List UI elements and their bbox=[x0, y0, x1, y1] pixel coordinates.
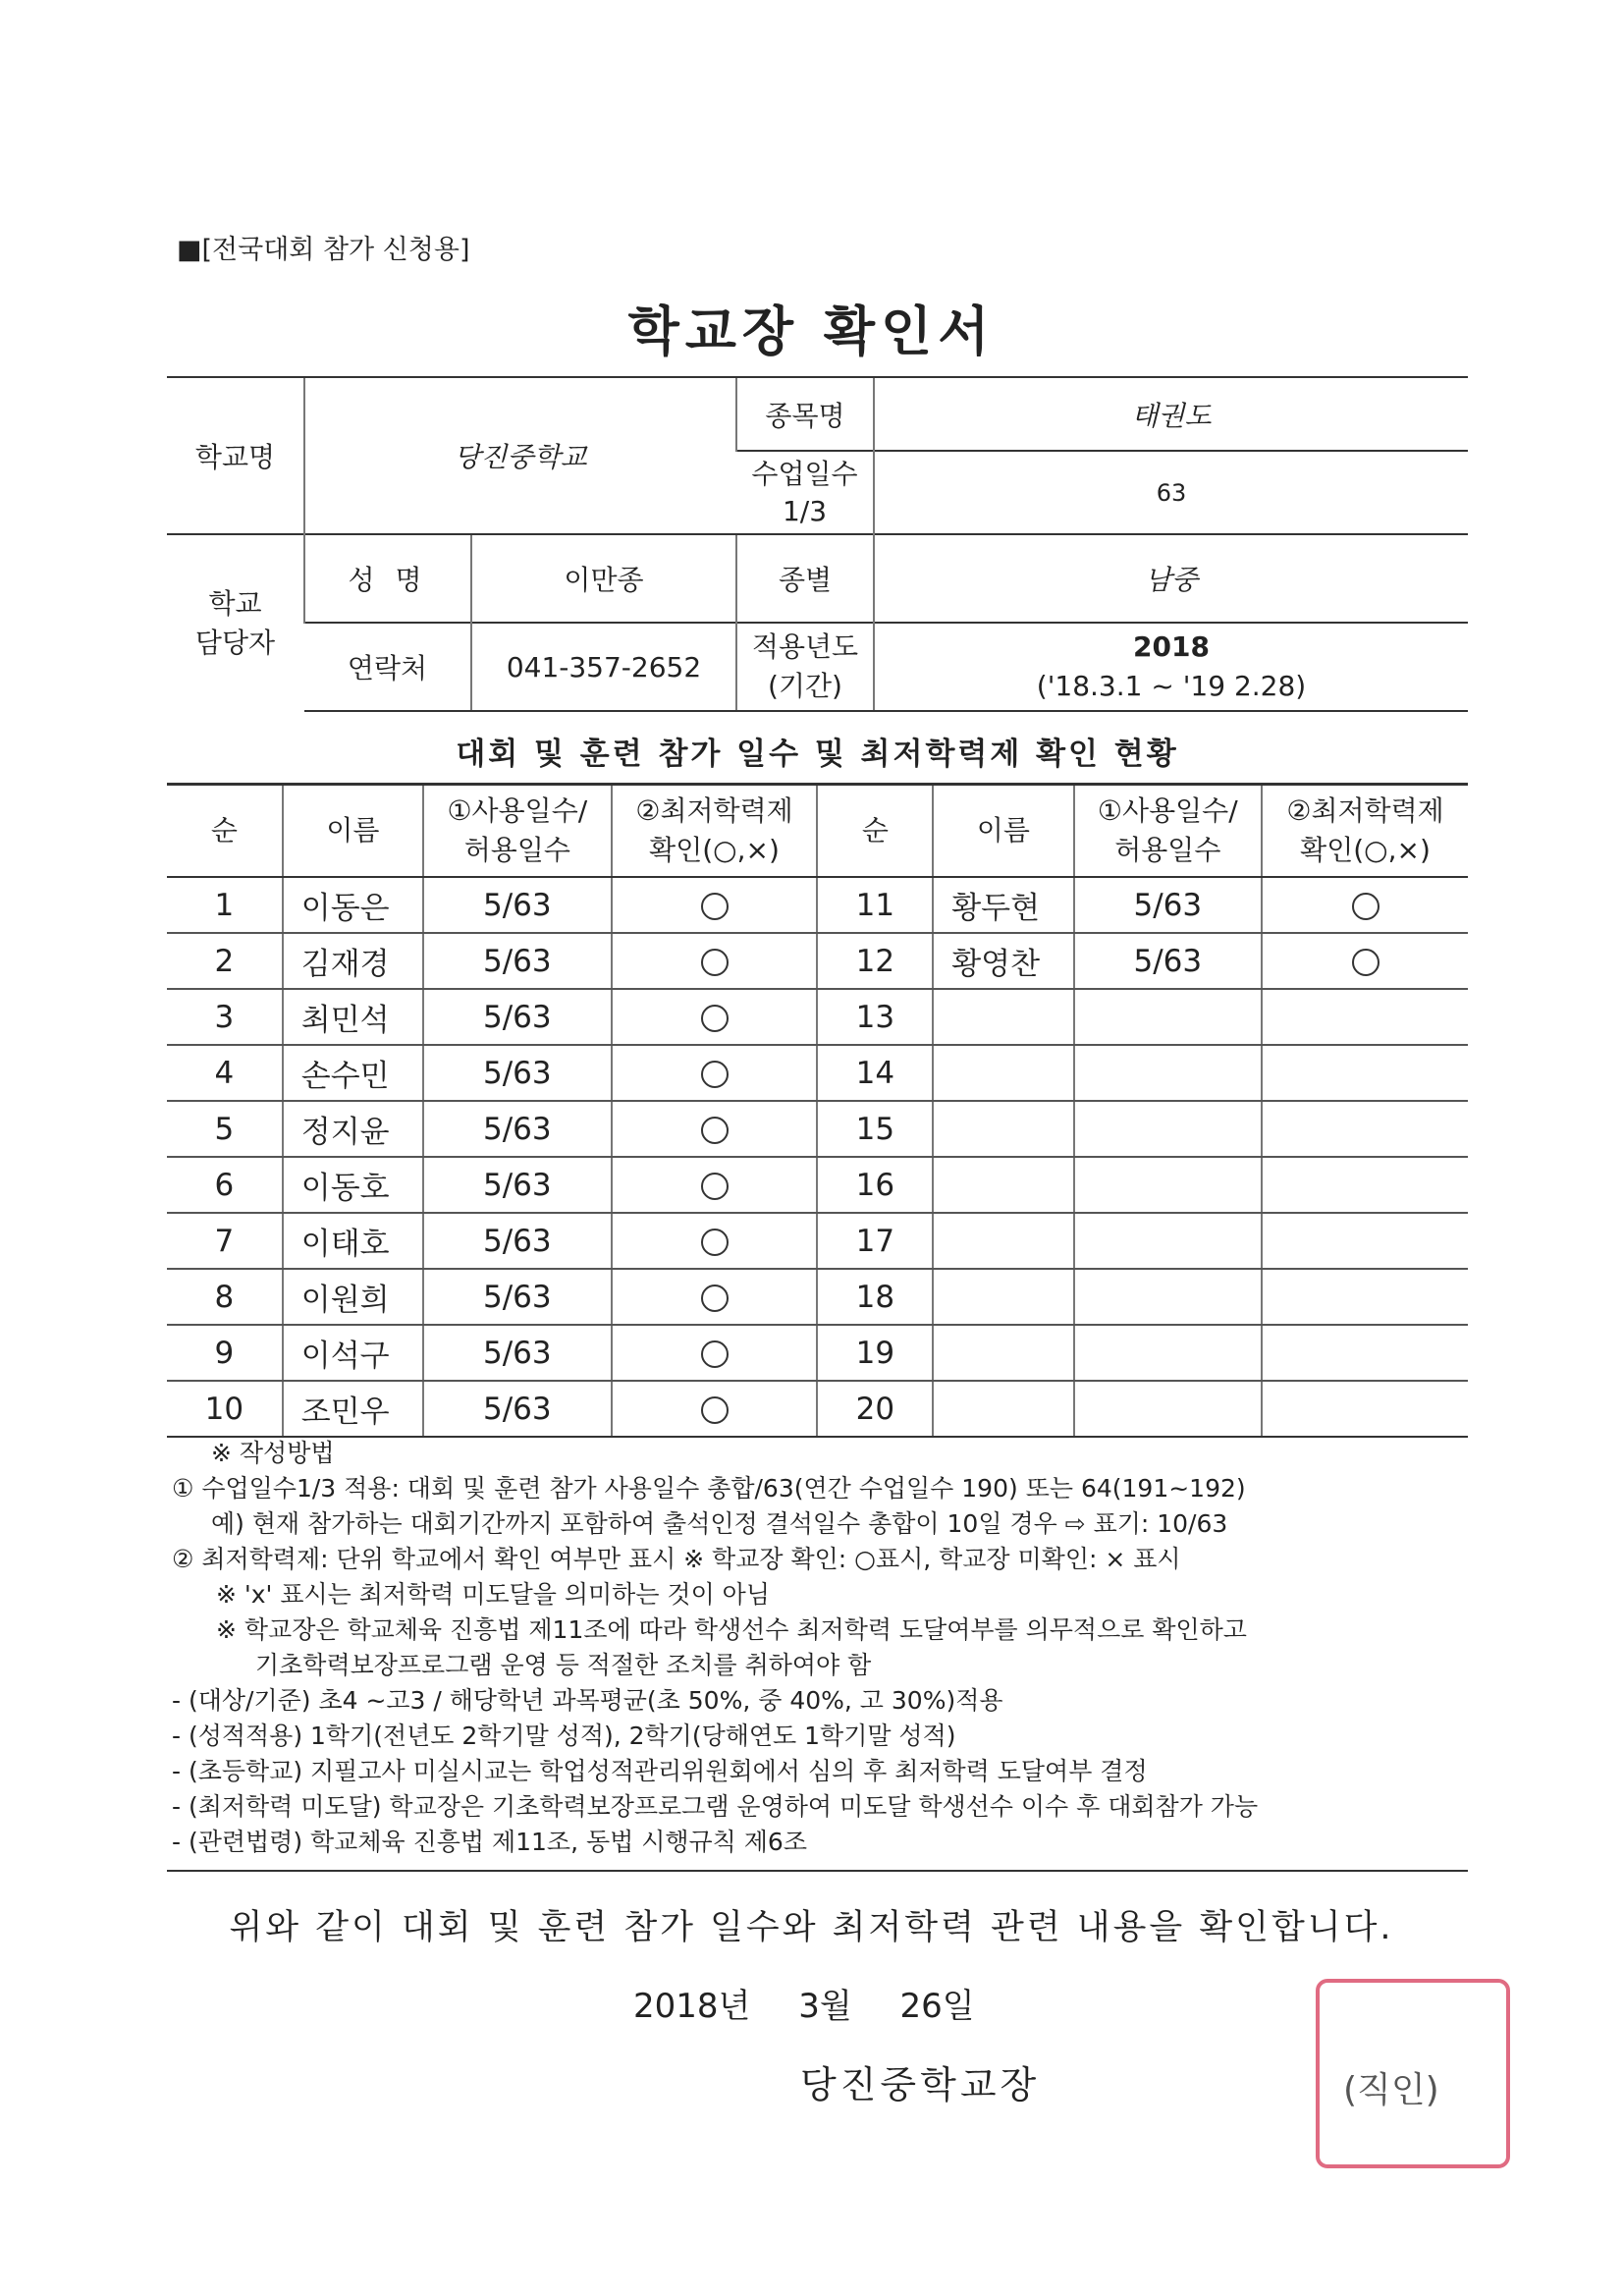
table-header-row bbox=[167, 785, 1468, 878]
cell-days bbox=[1074, 1213, 1262, 1269]
cell-no: 8 bbox=[167, 1269, 283, 1325]
cell-check bbox=[612, 1325, 818, 1381]
cell-no: 4 bbox=[167, 1045, 283, 1101]
circle-mark-icon bbox=[701, 1061, 729, 1088]
col-header-check-2: 확인(○,×) bbox=[1300, 834, 1431, 866]
date-month: 3월 bbox=[798, 1987, 852, 2026]
note-line: - (성적적용) 1학기(전년도 2학기말 성적), 2학기(당해연도 1학기말 성적) bbox=[172, 1722, 956, 1750]
cell-days: 5/63 bbox=[423, 877, 611, 933]
note-line: - (초등학교) 지필고사 미실시교는 학업성적관리위원회에서 심의 후 최저학력 도달여부 결정 bbox=[172, 1757, 1148, 1785]
confirmation-statement: 위와 같이 대회 및 훈련 참가 일수와 최저학력 관련 내용을 확인합니다. bbox=[229, 1908, 1394, 1947]
col-header-days bbox=[1074, 785, 1262, 878]
col-header-check-1: ②최저학력제 bbox=[635, 794, 793, 827]
cell-days bbox=[1074, 1157, 1262, 1213]
cell-no: 17 bbox=[817, 1213, 933, 1269]
circle-mark-icon bbox=[701, 1173, 729, 1200]
cell-check bbox=[1262, 1101, 1468, 1157]
school-name-label: 학교명 bbox=[167, 377, 304, 534]
col-header-no: 순 bbox=[817, 785, 933, 878]
school-name-value: 당진중학교 bbox=[304, 377, 736, 534]
cell-name bbox=[933, 1101, 1073, 1157]
table-row bbox=[167, 1101, 1468, 1157]
cell-no: 20 bbox=[817, 1381, 933, 1437]
cell-days: 5/63 bbox=[423, 1045, 611, 1101]
col-header-no: 순 bbox=[167, 785, 283, 878]
class-days-label-2: 1/3 bbox=[782, 494, 828, 527]
year-label-2: (기간) bbox=[768, 670, 842, 702]
cell-name: 황영찬 bbox=[933, 933, 1073, 989]
cell-days: 5/63 bbox=[423, 1157, 611, 1213]
cell-days bbox=[1074, 1269, 1262, 1325]
sport-label: 종목명 bbox=[736, 377, 874, 451]
note-line: - (최저학력 미도달) 학교장은 기초학력보장프로그램 운영하여 미도달 학생선수 이수 후 대회참가 가능 bbox=[172, 1792, 1259, 1821]
seal-label: (직인) bbox=[1343, 2070, 1439, 2110]
cell-days bbox=[1074, 1325, 1262, 1381]
issue-date bbox=[633, 1979, 975, 2027]
col-header-name: 이름 bbox=[933, 785, 1073, 878]
year-period: ('18.3.1 ~ '19 2.28) bbox=[1036, 670, 1307, 702]
writing-instructions bbox=[172, 1436, 1468, 1860]
manager-name-label: 성 명 bbox=[304, 534, 471, 623]
cell-no: 19 bbox=[817, 1325, 933, 1381]
col-header-days bbox=[423, 785, 611, 878]
note-line: ※ 학교장은 학교체육 진흥법 제11조에 따라 학생선수 최저학력 도달여부를 의무적으로 확인하고 bbox=[216, 1615, 1247, 1644]
cell-no: 14 bbox=[817, 1045, 933, 1101]
col-header-check-2: 확인(○,×) bbox=[649, 834, 780, 866]
cell-name: 황두현 bbox=[933, 877, 1073, 933]
manager-label-2: 담당자 bbox=[194, 626, 276, 659]
circle-mark-icon bbox=[701, 1285, 729, 1312]
note-line: ② 최저학력제: 단위 학교에서 확인 여부만 표시 ※ 학교장 확인: ○표시, 학교장 미확인: × 표시 bbox=[172, 1545, 1181, 1573]
table-row bbox=[167, 877, 1468, 933]
table-row bbox=[167, 1157, 1468, 1213]
cell-no: 3 bbox=[167, 989, 283, 1045]
cell-no: 5 bbox=[167, 1101, 283, 1157]
cell-no: 16 bbox=[817, 1157, 933, 1213]
document-title: 학교장 확인서 bbox=[627, 301, 996, 362]
cell-no: 11 bbox=[817, 877, 933, 933]
contact-label: 연락처 bbox=[304, 623, 471, 711]
class-days-label-1: 수업일수 bbox=[751, 457, 858, 490]
col-header-check bbox=[1262, 785, 1468, 878]
col-header-days-2: 허용일수 bbox=[1114, 834, 1221, 866]
table-row bbox=[167, 1213, 1468, 1269]
cell-days: 5/63 bbox=[1074, 933, 1262, 989]
cell-name: 이동호 bbox=[283, 1157, 423, 1213]
cell-check bbox=[1262, 989, 1468, 1045]
manager-label bbox=[167, 534, 304, 711]
col-header-check-1: ②최저학력제 bbox=[1286, 794, 1444, 827]
cell-check bbox=[612, 1101, 818, 1157]
cell-check bbox=[1262, 1325, 1468, 1381]
circle-mark-icon bbox=[701, 1396, 729, 1424]
cell-check bbox=[612, 989, 818, 1045]
cell-days: 5/63 bbox=[423, 1381, 611, 1437]
sport-value: 태권도 bbox=[874, 377, 1468, 451]
note-line: - (관련법령) 학교체육 진흥법 제11조, 동법 시행규칙 제6조 bbox=[172, 1828, 807, 1856]
cell-days: 5/63 bbox=[423, 1269, 611, 1325]
date-day: 26일 bbox=[899, 1987, 975, 2026]
gender-label: 종별 bbox=[736, 534, 874, 623]
col-header-name: 이름 bbox=[283, 785, 423, 878]
year-label bbox=[736, 623, 874, 711]
cell-check bbox=[1262, 877, 1468, 933]
circle-mark-icon bbox=[701, 1005, 729, 1032]
cell-check bbox=[1262, 1213, 1468, 1269]
cell-check bbox=[1262, 1269, 1468, 1325]
cell-name: 이원희 bbox=[283, 1269, 423, 1325]
year-number: 2018 bbox=[1133, 630, 1210, 663]
cell-name: 김재경 bbox=[283, 933, 423, 989]
cell-name: 최민석 bbox=[283, 989, 423, 1045]
cell-days bbox=[1074, 1381, 1262, 1437]
cell-check bbox=[612, 877, 818, 933]
note-line: 기초학력보장프로그램 운영 등 적절한 조치를 취하여야 함 bbox=[255, 1651, 872, 1679]
circle-mark-icon bbox=[701, 1229, 729, 1256]
note-line: ① 수업일수1/3 적용: 대회 및 훈련 참가 사용일수 총합/63(연간 수업일수 190) 또는 64(191~192) bbox=[172, 1474, 1246, 1503]
date-year: 2018년 bbox=[633, 1987, 751, 2026]
table-row bbox=[167, 1381, 1468, 1437]
contact-value: 041-357-2652 bbox=[471, 623, 736, 711]
class-days-value: 63 bbox=[874, 451, 1468, 534]
cell-name: 이태호 bbox=[283, 1213, 423, 1269]
cell-check bbox=[612, 1213, 818, 1269]
cell-name bbox=[933, 1381, 1073, 1437]
table-row bbox=[167, 933, 1468, 989]
cell-name bbox=[933, 989, 1073, 1045]
school-info-table bbox=[167, 376, 1468, 712]
gender-value: 남중 bbox=[874, 534, 1468, 623]
cell-days bbox=[1074, 1101, 1262, 1157]
cell-days bbox=[1074, 1045, 1262, 1101]
cell-check bbox=[1262, 1381, 1468, 1437]
table-row bbox=[167, 1325, 1468, 1381]
table-row bbox=[167, 1045, 1468, 1101]
cell-days: 5/63 bbox=[423, 1101, 611, 1157]
cell-days: 5/63 bbox=[1074, 877, 1262, 933]
status-section-title: 대회 및 훈련 참가 일수 및 최저학력제 확인 현황 bbox=[456, 737, 1179, 772]
cell-name bbox=[933, 1157, 1073, 1213]
circle-mark-icon bbox=[1352, 893, 1380, 920]
cell-days: 5/63 bbox=[423, 933, 611, 989]
cell-check bbox=[612, 933, 818, 989]
signer-name: 당진중학교장 bbox=[800, 2063, 1041, 2106]
cell-no: 12 bbox=[817, 933, 933, 989]
cell-name: 손수민 bbox=[283, 1045, 423, 1101]
divider bbox=[167, 1870, 1468, 1872]
cell-no: 13 bbox=[817, 989, 933, 1045]
circle-mark-icon bbox=[1352, 949, 1380, 976]
table-row bbox=[167, 989, 1468, 1045]
cell-check bbox=[612, 1269, 818, 1325]
cell-name: 이동은 bbox=[283, 877, 423, 933]
cell-check bbox=[1262, 1045, 1468, 1101]
cell-check bbox=[1262, 933, 1468, 989]
cell-name bbox=[933, 1213, 1073, 1269]
note-line: - (대상/기준) 초4 ~고3 / 해당학년 과목평균(초 50%, 중 40%, 고 30%)적용 bbox=[172, 1686, 1003, 1715]
year-label-1: 적용년도 bbox=[751, 630, 859, 663]
cell-name bbox=[933, 1325, 1073, 1381]
cell-days bbox=[1074, 989, 1262, 1045]
participation-table bbox=[167, 783, 1468, 1438]
cell-name: 이석구 bbox=[283, 1325, 423, 1381]
col-header-days-1: ①사용일수/ bbox=[447, 794, 588, 827]
class-days-label bbox=[736, 451, 874, 534]
cell-no: 9 bbox=[167, 1325, 283, 1381]
note-line: ※ 'x' 표시는 최저학력 미도달을 의미하는 것이 아님 bbox=[216, 1580, 770, 1609]
cell-check bbox=[612, 1381, 818, 1437]
note-line: 예) 현재 참가하는 대회기간까지 포함하여 출석인정 결석일수 총합이 10일 경우 ⇨ 표기: 10/63 bbox=[211, 1509, 1228, 1538]
circle-mark-icon bbox=[701, 893, 729, 920]
col-header-days-1: ①사용일수/ bbox=[1097, 794, 1238, 827]
circle-mark-icon bbox=[701, 1340, 729, 1368]
cell-days: 5/63 bbox=[423, 1213, 611, 1269]
year-value bbox=[874, 623, 1468, 711]
col-header-days-2: 허용일수 bbox=[463, 834, 570, 866]
col-header-check bbox=[612, 785, 818, 878]
circle-mark-icon bbox=[701, 949, 729, 976]
cell-check bbox=[1262, 1157, 1468, 1213]
cell-name: 정지윤 bbox=[283, 1101, 423, 1157]
form-type-label: ■[전국대회 참가 신청용] bbox=[177, 235, 470, 265]
cell-no: 15 bbox=[817, 1101, 933, 1157]
cell-name: 조민우 bbox=[283, 1381, 423, 1437]
manager-label-1: 학교 bbox=[208, 586, 262, 620]
cell-check bbox=[612, 1157, 818, 1213]
cell-no: 2 bbox=[167, 933, 283, 989]
cell-name bbox=[933, 1269, 1073, 1325]
cell-name bbox=[933, 1045, 1073, 1101]
cell-days: 5/63 bbox=[423, 989, 611, 1045]
manager-name-value: 이만종 bbox=[471, 534, 736, 623]
cell-days: 5/63 bbox=[423, 1325, 611, 1381]
cell-no: 7 bbox=[167, 1213, 283, 1269]
note-line: ※ 작성방법 bbox=[211, 1439, 335, 1467]
cell-no: 18 bbox=[817, 1269, 933, 1325]
circle-mark-icon bbox=[701, 1117, 729, 1144]
table-row bbox=[167, 1269, 1468, 1325]
cell-check bbox=[612, 1045, 818, 1101]
cell-no: 6 bbox=[167, 1157, 283, 1213]
cell-no: 1 bbox=[167, 877, 283, 933]
cell-no: 10 bbox=[167, 1381, 283, 1437]
